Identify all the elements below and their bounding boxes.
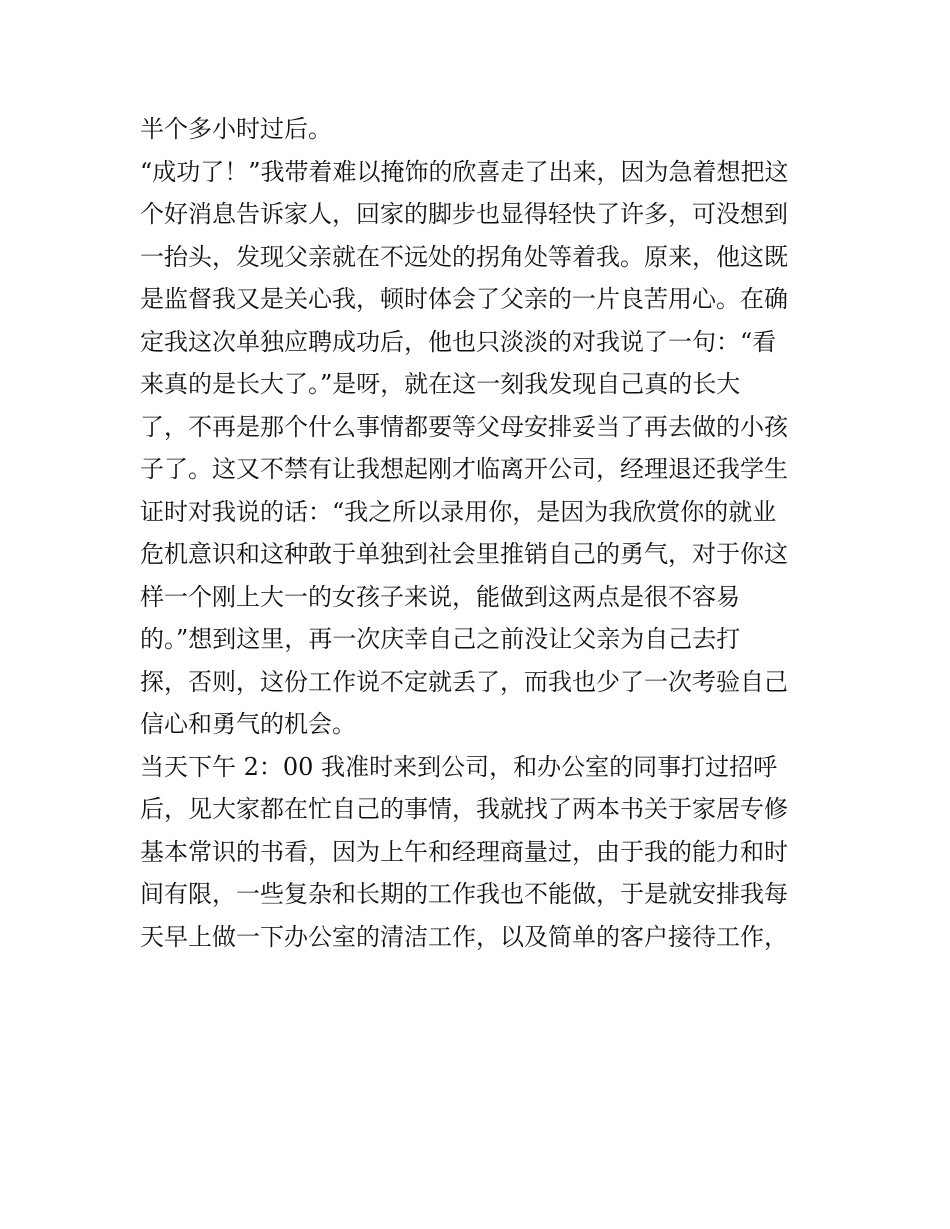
text-line: 后，见大家都在忙自己的事情，我就找了两本书关于家居专修 xyxy=(140,795,788,823)
text-line: 来真的是长大了。”是呀，就在这一刻我发现自己真的长大 xyxy=(140,370,741,398)
text-line: 半个多小时过后。 xyxy=(140,115,332,143)
text-line: 样一个刚上大一的女孩子来说，能做到这两点是很不容易 xyxy=(140,582,740,611)
text-line: 当天下午 2：00 我准时来到公司，和办公室的同事打过招呼 xyxy=(140,752,778,781)
text-line: “成功了！”我带着难以掩饰的欣喜走了出来，因为急着想把这 xyxy=(140,157,789,186)
text-line: 一抬头，发现父亲就在不远处的拐角处等着我。原来，他这既 xyxy=(140,242,788,271)
text-line: 个好消息告诉家人，回家的脚步也显得轻快了许多，可没想到 xyxy=(140,200,788,228)
text-line: 定我这次单独应聘成功后，他也只淡淡的对我说了一句：“看 xyxy=(140,327,777,356)
text-line: 是监督我又是关心我，顿时体会了父亲的一片良苦用心。在确 xyxy=(140,285,788,313)
text-line: 证时对我说的话：“我之所以录用你，是因为我欣赏你的就业 xyxy=(140,497,777,526)
body-text xyxy=(140,108,820,958)
text-line: 子了。这又不禁有让我想起刚才临离开公司，经理退还我学生 xyxy=(140,455,788,483)
text-line: 间有限，一些复杂和长期的工作我也不能做，于是就安排我每 xyxy=(140,880,788,908)
text-line: 信心和勇气的机会。 xyxy=(140,710,356,738)
text-line: 了，不再是那个什么事情都要等父母安排妥当了再去做的小孩 xyxy=(140,412,788,441)
text-line: 危机意识和这种敢于单独到社会里推销自己的勇气，对于你这 xyxy=(140,540,788,568)
text-line: 探，否则，这份工作说不定就丢了，而我也少了一次考验自己 xyxy=(140,667,788,696)
text-line: 天早上做一下办公室的清洁工作，以及简单的客户接待工作， xyxy=(140,922,788,951)
text-line: 的。”想到这里，再一次庆幸自己之前没让父亲为自己去打 xyxy=(140,625,741,653)
text-line: 基本常识的书看，因为上午和经理商量过，由于我的能力和时 xyxy=(140,837,788,866)
